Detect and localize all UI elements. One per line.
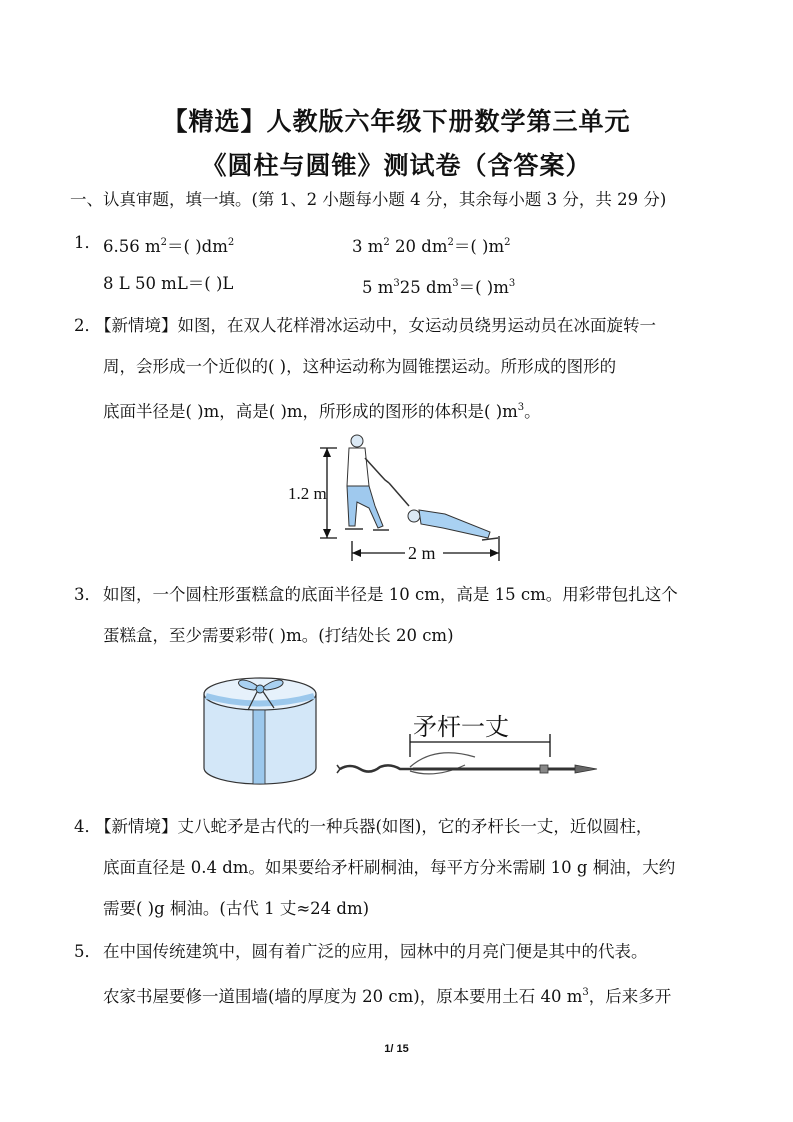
spear-label: 矛杆一丈: [413, 715, 509, 741]
q3-line-1: 如图，一个圆柱形蛋糕盒的底面半径是 10 cm，高是 15 cm。用彩带包扎这个: [103, 585, 678, 604]
q1-item-d: 5 $m^325$ $dm^3=$( )$m^3$: [362, 278, 516, 297]
q4-line-1: 【新情境】丈八蛇矛是古代的一种兵器(如图)，它的矛杆长一丈，近似圆柱，: [95, 817, 653, 836]
q1-item-b: 3 $m^2$ 20 $dm^2=$( )$m^2$: [352, 237, 511, 256]
skating-figure: [285, 428, 510, 568]
q3-number: 3．: [74, 585, 101, 604]
q1-item-c: 8 L 50 mL＝( )L: [103, 274, 234, 293]
q1-item-a: 6.56 $m^2=$( )$dm^2$: [103, 237, 235, 256]
q2-line-3: 底面半径是( )m，高是( )m，所形成的图形的体积是( )$m^3$。: [103, 402, 541, 421]
q4-number: 4．: [74, 817, 101, 836]
q4-line-3: 需要( )g 桐油。(古代 1 丈≈24 dm): [103, 899, 370, 918]
q5-line-1: 在中国传统建筑中，圆有着广泛的应用，园林中的月亮门便是其中的代表。: [103, 942, 648, 961]
spear-figure: [335, 705, 605, 785]
width-label: 2 m: [408, 543, 436, 563]
q5-number: 5．: [74, 942, 101, 961]
title-line-1: 【精选】人教版六年级下册数学第三单元: [162, 107, 631, 136]
q1-number: 1．: [74, 233, 101, 252]
q2-line-2: 周，会形成一个近似的( )，这种运动称为圆锥摆运动。所形成的图形的: [103, 357, 617, 376]
page-number: 1/ 15: [384, 1043, 409, 1055]
q3-line-2: 蛋糕盒，至少需要彩带( )m。(打结处长 20 cm): [103, 626, 454, 645]
q2-number: 2．: [74, 316, 101, 335]
cake-box-figure: [198, 666, 328, 791]
q5-line-2: 农家书屋要修一道围墙(墙的厚度为 20 cm)，原本要用土石 40 $m^3$，后来多开: [103, 987, 672, 1006]
title-line-2: 《圆柱与圆锥》测试卷（含答案）: [201, 151, 592, 180]
q4-line-2: 底面直径是 0.4 dm。如果要给矛杆刷桐油，每平方分米需刷 10 g 桐油，大约: [103, 858, 676, 877]
height-label: 1.2 m: [288, 484, 327, 503]
q2-line-1: 【新情境】如图，在双人花样滑冰运动中，女运动员绕男运动员在冰面旋转一: [95, 316, 656, 335]
section-heading: 一、认真审题，填一填。(第 1、2 小题每小题 4 分，其余每小题 3 分，共 29 分): [70, 190, 667, 209]
